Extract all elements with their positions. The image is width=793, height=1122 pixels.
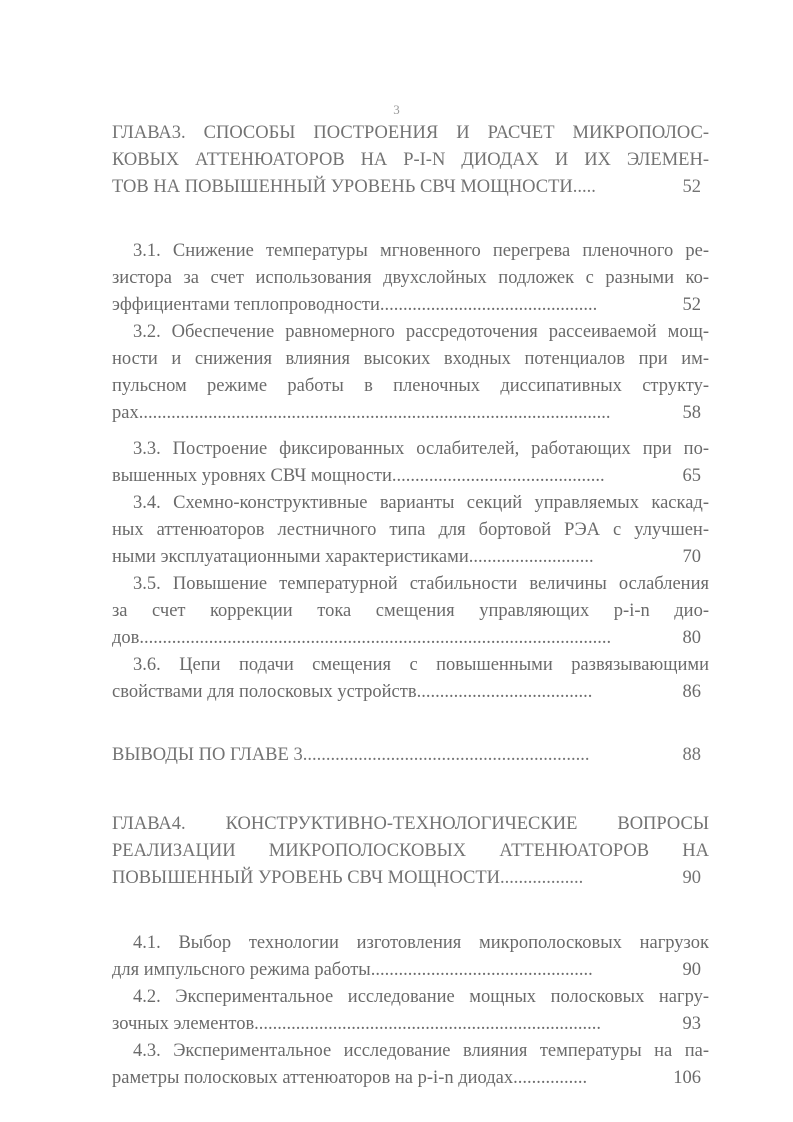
toc-line: пульсном режиме работы в пленочных диссипативных структу- [112,376,709,396]
toc-line: 3.4. Схемно-конструктивные варианты секций управляемых каскад- [133,493,709,513]
toc-line: ными эксплуатационными характеристиками........................... [112,547,594,567]
toc-line: 4.1. Выбор технологии изготовления микрополосковых нагрузок [133,933,709,953]
toc-page-number: 80 [682,628,701,648]
toc-page-number: 90 [682,868,701,888]
toc-page-number: 86 [682,682,701,702]
toc-conclusions-3[interactable] [112,742,709,769]
toc-line: эффициентами теплопроводности............................................... [112,295,598,315]
toc-line: ности и снижения влияния высоких входных потенциалов при им- [112,349,709,369]
toc-line: 3.3. Построение фиксированных ослабителей, работающих при по- [133,439,709,459]
toc-line: зочных элементов........................................................................... [112,1014,602,1034]
toc-section-3-5[interactable] [112,571,709,652]
toc-line: вышенных уровнях СВЧ мощности.............................................. [112,466,605,486]
toc-section-3-6[interactable] [112,652,709,706]
toc-line: 4.2. Экспериментальное исследование мощных полосковых нагру- [133,987,709,1007]
toc-chapter-4[interactable] [112,811,709,892]
toc-line: ных аттенюаторов лестничного типа для бортовой РЭА с улучшен- [112,520,709,540]
toc-page-number: 52 [682,177,701,197]
toc-page-number: 58 [682,403,701,423]
toc-section-3-4[interactable] [112,490,709,571]
toc-page-number: 65 [682,466,701,486]
toc-line: за счет коррекции тока смещения управляющих p-i-n дио- [112,601,709,621]
toc-line: 4.3. Экспериментальное исследование влияния температуры на па- [133,1041,709,1061]
toc-line: зистора за счет использования двухслойных подложек с разными ко- [112,268,709,288]
toc-line: рах...................................................................................................... [112,403,611,423]
toc-section-4-3[interactable] [112,1038,709,1092]
toc-page-number: 52 [682,295,701,315]
toc-line: 3.5. Повышение температурной стабильности величины ослабления [133,574,709,594]
toc-page-number: 93 [682,1014,701,1034]
toc-chapter-3[interactable] [112,120,709,201]
toc-line: ТОВ НА ПОВЫШЕННЫЙ УРОВЕНЬ СВЧ МОЩНОСТИ..... [112,177,596,197]
toc-line: ВЫВОДЫ ПО ГЛАВЕ 3.............................................................. [112,745,590,765]
toc-page-number: 106 [673,1068,701,1088]
toc-line: раметры полосковых аттенюаторов на p-i-n диодах................ [112,1068,588,1088]
toc-page-number: 88 [682,745,701,765]
toc-line: дов...................................................................................................... [112,628,612,648]
toc-line: ГЛАВА4. КОНСТРУКТИВНО-ТЕХНОЛОГИЧЕСКИЕ ВОПРОСЫ [112,814,709,834]
toc-line: свойствами для полосковых устройств...................................... [112,682,593,702]
toc-line: 3.2. Обеспечение равномерного рассредоточения рассеиваемой мощ- [133,322,709,342]
toc-page-number: 90 [682,960,701,980]
toc-line: КОВЫХ АТТЕНЮАТОРОВ НА P-I-N ДИОДАХ И ИХ ЭЛЕМЕН- [112,150,709,170]
toc-page-number: 70 [682,547,701,567]
toc-section-3-2[interactable] [112,319,709,427]
toc-line: ПОВЫШЕННЫЙ УРОВЕНЬ СВЧ МОЩНОСТИ.................. [112,868,584,888]
toc-section-3-3[interactable] [112,436,709,490]
toc-line: 3.1. Снижение температуры мгновенного перегрева пленочного ре- [133,241,709,261]
toc-line: РЕАЛИЗАЦИИ МИКРОПОЛОСКОВЫХ АТТЕНЮАТОРОВ НА [112,841,709,861]
toc-section-3-1[interactable] [112,238,709,319]
toc-section-4-1[interactable] [112,930,709,984]
toc-line: ГЛАВА3. СПОСОБЫ ПОСТРОЕНИЯ И РАСЧЕТ МИКРОПОЛОС- [112,123,709,143]
toc-line: 3.6. Цепи подачи смещения с повышенными развязывающими [133,655,709,675]
toc-line: для импульсного режима работы................................................ [112,960,593,980]
toc-section-4-2[interactable] [112,984,709,1038]
page-number: 3 [393,102,400,117]
